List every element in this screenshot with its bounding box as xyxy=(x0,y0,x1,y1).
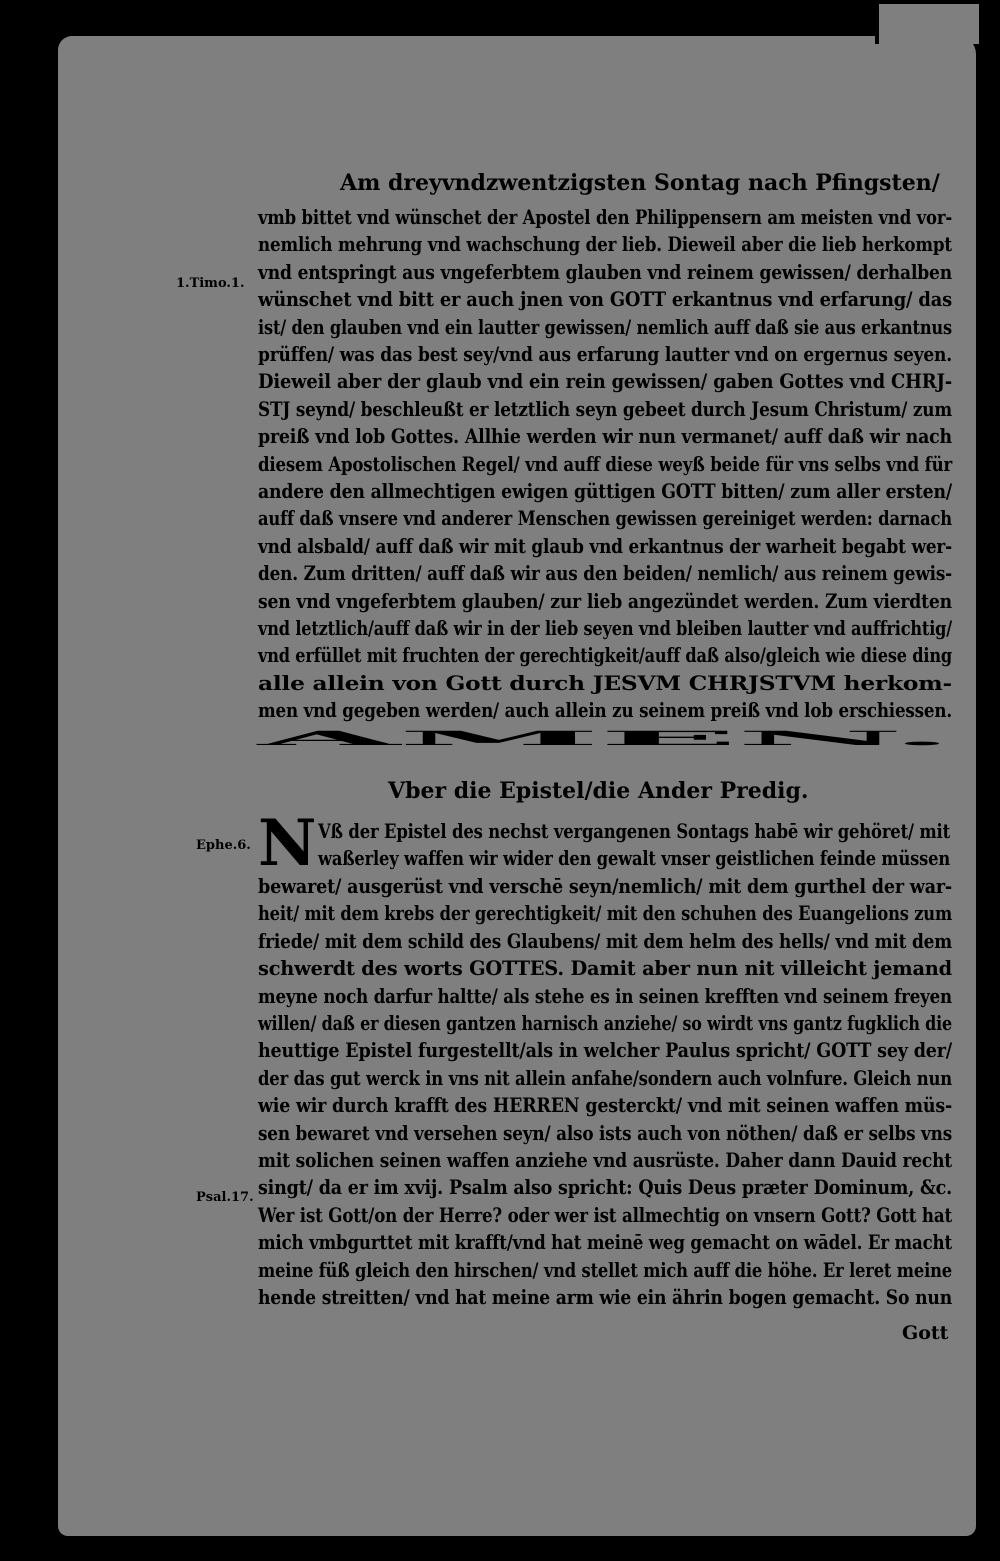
text-line: sen bewaret vnd versehen seyn/ also ists auch von nöthen/ daß er selbs vns xyxy=(258,1121,952,1145)
text-line: wünschet vnd bitt er auch jnen von GOTT erkantnus vnd erfarung/ das xyxy=(258,288,952,312)
text-line: Wer ist Gott/on der Herre? oder wer ist allmechtig on vnsern Gott? Gott hat xyxy=(258,1203,952,1227)
text-line: heit/ mit dem krebs der gerechtigkeit/ mit den schuhen des Euangelions zum xyxy=(258,902,952,926)
text-line: men vnd gegeben werden/ auch allein zu seinem preiß vnd lob erschiessen. xyxy=(258,699,952,723)
text-line: vnd letztlich/auff daß wir in der lieb seyen vnd bleiben lautter vnd auffrichtig/ xyxy=(258,617,952,640)
text-line: vnd erfüllet mit fruchten der gerechtigkeit/auff daß also/gleich wie diese ding xyxy=(258,644,952,668)
text-line: bewaret/ ausgerüst vnd verschē seyn/nemlich/ mit dem gurthel der war- xyxy=(258,875,952,898)
text-line: prüffen/ was das best sey/vnd aus erfarung lautter vnd on ergernus seyen. xyxy=(258,343,952,366)
text-line: wie wir durch krafft des HERREN gesterckt/ vnd mit seinen waffen müs- xyxy=(258,1094,952,1118)
text-line: den. Zum dritten/ auff daß wir aus den beiden/ nemlich/ aus reinem gewis- xyxy=(258,562,952,586)
text-line: mit solichen seinen waffen anziehe vnd ausrüste. Daher dann Dauid recht xyxy=(258,1149,952,1172)
text-line: vnd entspringt aus vngeferbtem glauben vnd reinem gewissen/ derhalben xyxy=(258,260,952,284)
text-line: der das gut werck in vns nit allein anfahe/sondern auch volnfure. Gleich nun xyxy=(258,1066,952,1090)
text-line: vnd alsbald/ auff daß wir mit glaub vnd erkantnus der warheit begabt wer- xyxy=(258,534,952,558)
text-line: auff daß vnsere vnd anderer Menschen gewissen gereiniget werden: darnach xyxy=(258,507,952,531)
text-line: ist/ den glauben vnd ein lautter gewissen/ nemlich auff daß sie aus erkantnus xyxy=(258,315,952,339)
margin-note-timothy: 1.Timo.1. xyxy=(176,276,245,291)
text-line: Dieweil aber der glaub vnd ein rein gewissen/ gaben Gottes vnd CHRJ- xyxy=(258,370,952,394)
text-line: alle allein von Gott durch JESVM CHRJSTVM herkom- xyxy=(258,671,952,695)
text-line: mich vmbgurttet mit krafft/vnd hat meinē weg gemacht on wādel. Er macht xyxy=(258,1231,952,1255)
book-spine xyxy=(0,0,58,1561)
text-line: singt/ da er im xvij. Psalm also spricht: Quis Deus præter Dominum, &c. xyxy=(258,1176,952,1200)
initial-letter: N xyxy=(258,806,317,881)
text-line: andere den allmechtigen ewigen güttigen GOTT bitten/ zum aller ersten/ xyxy=(258,480,952,503)
text-line: AMEN. xyxy=(258,726,952,750)
text-line: nemlich mehrung vnd wachschung der lieb. Dieweil aber die lieb herkompt xyxy=(258,233,952,257)
text-line: diesem Apostolischen Regel/ vnd auff diese weyß beide für vns selbs vnd für xyxy=(258,452,952,476)
text-line: STJ seynd/ beschleußt er letztlich seyn gebeet durch Jesum Christum/ zum xyxy=(258,397,952,421)
text-line: Vß der Epistel des nechst vergangenen Sontags habē wir gehöret/ mit xyxy=(318,820,950,843)
text-line: vmb bittet vnd wünschet der Apostel den Philippensern am meisten vnd vor- xyxy=(258,206,952,229)
catchword: Gott xyxy=(902,1322,949,1344)
margin-note-ephesians: Ephe.6. xyxy=(196,838,251,853)
text-line: meyne noch darfur haltte/ als stehe es in seinen krefften vnd seinem freyen xyxy=(258,984,952,1008)
text-line: meine füß gleich den hirschen/ vnd stellet mich auff die höhe. Er leret meine xyxy=(258,1258,952,1282)
text-line: waßerley waffen wir wider den gewalt vnser geistlichen feinde müssen xyxy=(318,847,950,871)
text-line: hende streitten/ vnd hat meine arm wie ein ährin bogen gemacht. So nun xyxy=(258,1286,952,1309)
text-line: sen vnd vngeferbtem glauben/ zur lieb angezündet werden. Zum vierdten xyxy=(258,589,952,613)
text-line: friede/ mit dem schild des Glaubens/ mit dem helm des hells/ vnd mit dem xyxy=(258,929,952,953)
section-heading: Vber die Epistel/die Ander Predig. xyxy=(388,778,809,804)
page-tab xyxy=(875,0,983,44)
margin-note-psalm: Psal.17. xyxy=(196,1190,254,1205)
text-line: willen/ daß er diesen gantzen harnisch anziehe/ so wirdt vns gantz fugklich die xyxy=(258,1012,952,1035)
text-line: heuttige Epistel furgestellt/als in welcher Paulus spricht/ GOTT sey der/ xyxy=(258,1039,952,1063)
running-header: Am dreyvndzwentzigsten Sontag nach Pfingsten/ xyxy=(340,170,940,196)
text-line: schwerdt des worts GOTTES. Damit aber nun nit villeicht jemand xyxy=(258,957,952,981)
text-line: preiß vnd lob Gottes. Allhie werden wir nun vermanet/ auff daß wir nach xyxy=(258,425,952,449)
